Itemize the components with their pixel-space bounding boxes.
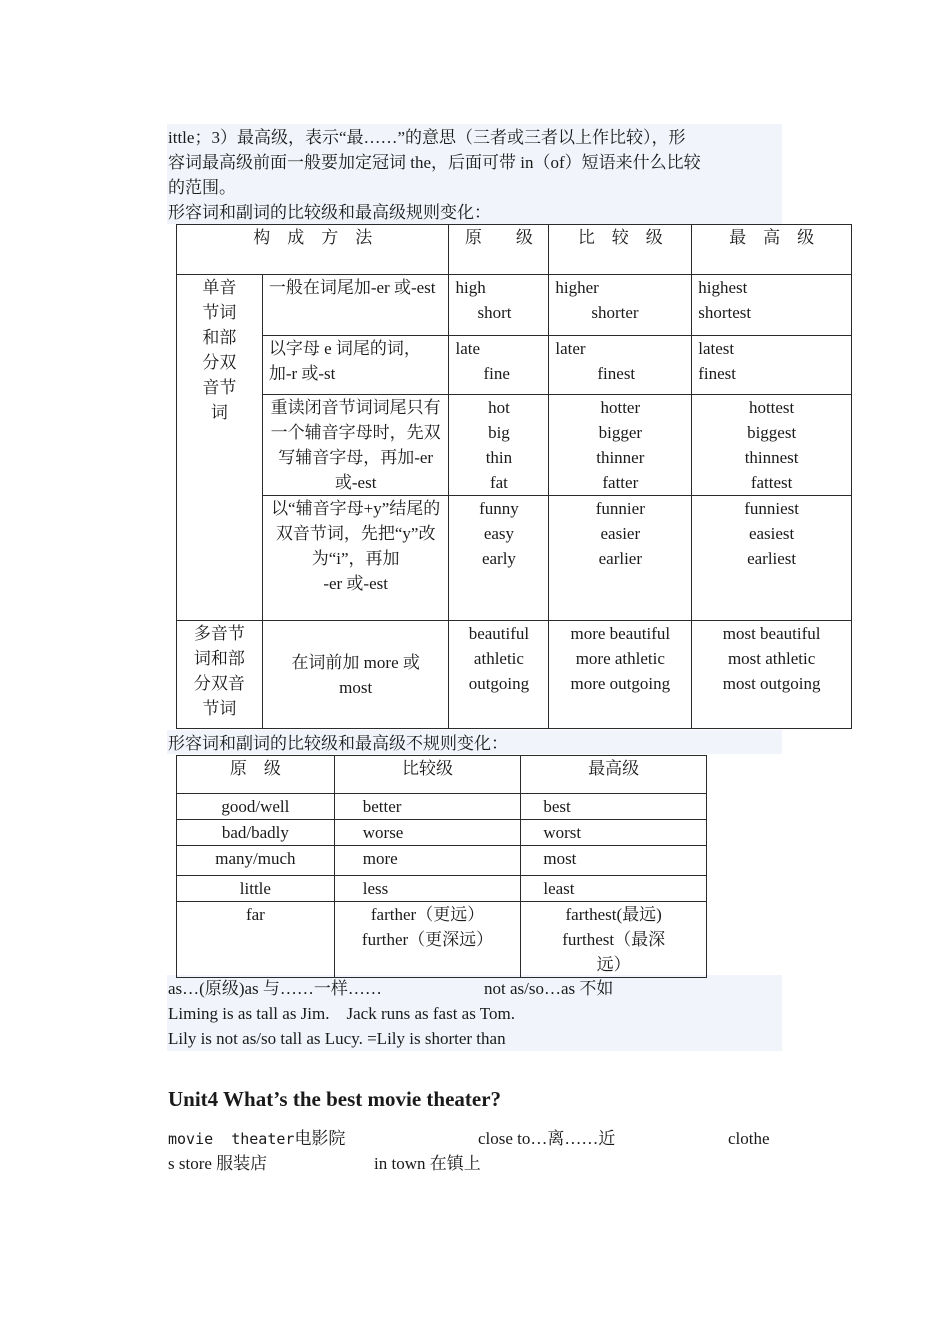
comparative-cell: worse xyxy=(334,820,521,846)
rule-cell: 以“辅音字母+y”结尾的双音节词，先把“y”改为“i”，再加 -er 或-est xyxy=(262,496,449,621)
comparative-cell: farther（更远） further（更深远） xyxy=(334,902,521,978)
comparative-cell: higher shorter xyxy=(549,275,692,336)
table-row xyxy=(177,395,852,496)
group-label-multi-syllable: 多音节 词和部 分双音 节词 xyxy=(177,621,263,729)
intro-line-1: ittle；3）最高级，表示“最……”的意思（三者或三者以上作比较），形 xyxy=(168,128,686,147)
superlative-cell: latest finest xyxy=(692,336,852,395)
table-row xyxy=(177,876,707,902)
header-superlative: 最高级 xyxy=(521,756,707,794)
header-base: 原 级 xyxy=(449,225,549,275)
superlative-cell: most xyxy=(521,846,707,876)
table-row xyxy=(177,846,707,876)
rule-cell: 重读闭音节词词尾只有一个辅音字母时，先双写辅音字母，再加-er 或-est xyxy=(262,395,449,496)
vocab-in-town: in town 在镇上 xyxy=(374,1154,481,1173)
comparative-cell: later finest xyxy=(549,336,692,395)
superlative-cell: hottest biggest thinnest fattest xyxy=(692,395,852,496)
table-row xyxy=(177,275,852,336)
base-cell: funny easy early xyxy=(449,496,549,621)
rule-cell: 一般在词尾加-er 或-est xyxy=(262,275,449,336)
rule-cell: 在词前加 more 或 most xyxy=(262,621,449,729)
header-comparative: 比较级 xyxy=(334,756,521,794)
table-row xyxy=(177,496,852,621)
as-rule-2: not as/so…as 不如 xyxy=(484,979,614,998)
group-label-single-syllable: 单音 节词 和部 分双 音节 词 xyxy=(177,275,263,621)
header-superlative: 最 高 级 xyxy=(692,225,852,275)
base-cell: good/well xyxy=(177,794,335,820)
as-example-1: Liming is as tall as Jim. Jack runs as fast as Tom. xyxy=(168,1004,515,1023)
comparative-cell: funnier easier earlier xyxy=(549,496,692,621)
unit-heading: Unit4 What’s the best movie theater? xyxy=(168,1087,502,1111)
irregular-comparison-table xyxy=(176,755,707,978)
superlative-cell: highest shortest xyxy=(692,275,852,336)
vocab-close-to: close to…离……近 xyxy=(478,1129,616,1148)
base-cell: late fine xyxy=(449,336,549,395)
comparative-cell: hotter bigger thinner fatter xyxy=(549,395,692,496)
vocab-clothes-store-start: clothe xyxy=(728,1129,770,1148)
table-header-row xyxy=(177,756,707,794)
header-method: 构 成 方 法 xyxy=(177,225,449,275)
superlative-cell: farthest(最远) furthest（最深 远） xyxy=(521,902,707,978)
table-row xyxy=(177,820,707,846)
comparative-cell: more beautiful more athletic more outgoing xyxy=(549,621,692,729)
header-comparative: 比 较 级 xyxy=(549,225,692,275)
regular-title: 形容词和副词的比较级和最高级规则变化： xyxy=(168,203,491,222)
rule-cell: 以字母 e 词尾的词，加-r 或-st xyxy=(262,336,449,395)
as-rule-1: as…(原级)as 与……一样…… xyxy=(168,979,382,998)
table-header-row xyxy=(177,225,852,275)
table-row xyxy=(177,794,707,820)
base-cell: far xyxy=(177,902,335,978)
table-row xyxy=(177,336,852,395)
comparative-cell: more xyxy=(334,846,521,876)
superlative-cell: funniest easiest earliest xyxy=(692,496,852,621)
superlative-cell: worst xyxy=(521,820,707,846)
table-row xyxy=(177,902,707,978)
base-cell: bad/badly xyxy=(177,820,335,846)
base-cell: many/much xyxy=(177,846,335,876)
comparative-cell: better xyxy=(334,794,521,820)
intro-line-3: 的范围。 xyxy=(168,178,236,197)
superlative-cell: most beautiful most athletic most outgoing xyxy=(692,621,852,729)
table-row xyxy=(177,621,852,729)
intro-line-2: 容词最高级前面一般要加定冠词 the，后面可带 in（of）短语来什么比较 xyxy=(168,153,701,172)
superlative-cell: best xyxy=(521,794,707,820)
vocab-movie-theater: movie theater电影院 xyxy=(168,1129,346,1148)
base-cell: high short xyxy=(449,275,549,336)
irregular-title: 形容词和副词的比较级和最高级不规则变化： xyxy=(168,734,508,753)
superlative-cell: least xyxy=(521,876,707,902)
base-cell: beautiful athletic outgoing xyxy=(449,621,549,729)
base-cell: little xyxy=(177,876,335,902)
header-base: 原 级 xyxy=(177,756,335,794)
comparative-cell: less xyxy=(334,876,521,902)
base-cell: hot big thin fat xyxy=(449,395,549,496)
as-example-2: Lily is not as/so tall as Lucy. =Lily is shorter than xyxy=(168,1029,506,1048)
regular-comparison-table xyxy=(176,224,852,729)
vocab-clothes-store-end: s store 服装店 xyxy=(168,1154,268,1173)
